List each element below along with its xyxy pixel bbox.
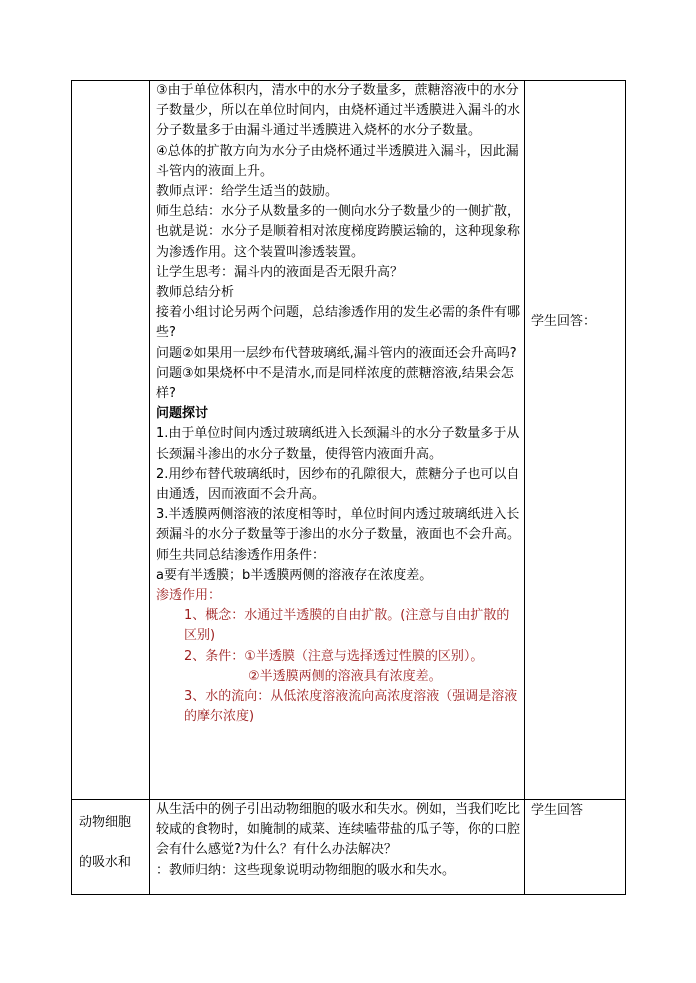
teaching-activity-cell [150,81,525,800]
student-activity-cell [525,800,626,895]
topic-label-line: 动物细胞 [79,815,132,830]
lesson-table [71,80,626,895]
student-activity-cell [525,81,626,800]
paragraph: ③由于单位体积内，清水中的水分子数量多，蔗糖溶液中的水分子数量少，所以在单位时间内，由烧杯通过半透膜进入漏斗的水分子数量多于由漏斗通过半透膜进入烧杯的水分子数量。 [156,83,521,139]
teaching-activity-cell [150,800,525,895]
paragraph: ：教师归纳：这些现象说明动物细胞的吸水和失水。 [156,862,456,878]
paragraph: 教师点评：给学生适当的鼓励。 [156,184,339,200]
paragraph: 问题③如果烧杯中不是清水,而是同样浓度的蔗糖溶液,结果会怎样? [156,365,514,402]
student-activity-text: 学生回答： [531,314,597,329]
paragraph: 问题探讨 [156,406,209,422]
teaching-activity-text [150,81,524,728]
paragraph: 接着小组讨论另两个问题，总结渗透作用的发生必需的条件有哪些? [156,305,521,341]
paragraph: 1.由于单位时间内透过玻璃纸进入长颈漏斗的水分子数量多于从长颈漏斗渗出的水分子数量，使得管内液面升高。 [156,426,520,462]
paragraph: ④总体的扩散方向为水分子由烧杯通过半透膜进入漏斗，因此漏斗管内的液面上升。 [156,143,519,179]
paragraph: 渗透作用： [156,588,222,604]
topic-cell [72,81,150,800]
paragraph: 从生活中的例子引出动物细胞的吸水和失水。例如，当我们吃比较咸的食物时，如腌制的咸菜、连续嗑带盐的瓜子等，你的口腔会有什么感觉?为什么？有什么办法解决？ [156,802,521,858]
paragraph: 2.用纱布替代玻璃纸时，因纱布的孔隙很大，蔗糖分子也可以自由通透，因而液面不会升高。 [156,466,520,503]
paragraph: 3、水的流向：从低浓度溶液流向高浓度溶液（强调是溶液的摩尔浓度) [184,689,518,725]
paragraph: 1、概念：水通过半透膜的自由扩散。(注意与自由扩散的区别) [184,608,510,644]
paragraph: 师生共同总结渗透作用条件： [156,547,326,563]
paragraph: ②半透膜两侧的溶液具有浓度差。 [248,668,442,684]
paragraph: 问题②如果用一层纱布代替玻璃纸,漏斗管内的液面还会升高吗? [156,345,517,361]
table-row [72,81,626,800]
paragraph: 师生总结：水分子从数量多的一侧向水分子数量少的一侧扩散，也就是说：水分子是顺着相对浓度梯度跨膜运输的，这种现象称为渗透作用。这个装置叫渗透装置。 [156,204,521,260]
topic-label-line: 的吸水和 [79,855,132,870]
paragraph: 让学生思考：漏斗内的液面是否无限升高？ [156,264,404,280]
teaching-activity-text [150,800,524,881]
paragraph: 教师总结分析 [156,285,235,301]
paragraph: a要有半透膜；b半透膜两侧的溶液存在浓度差。 [156,567,433,583]
topic-cell [72,800,150,895]
paragraph: 2、条件：①半透膜（注意与选择透过性膜的区别）。 [184,648,484,664]
student-activity-text: 学生回答 [531,803,584,818]
paragraph: 3.半透膜两侧溶液的浓度相等时，单位时间内透过玻璃纸进入长颈漏斗的水分子数量等于渗出的水分子数量，液面也不会升高。 [156,507,521,543]
table-row [72,800,626,895]
